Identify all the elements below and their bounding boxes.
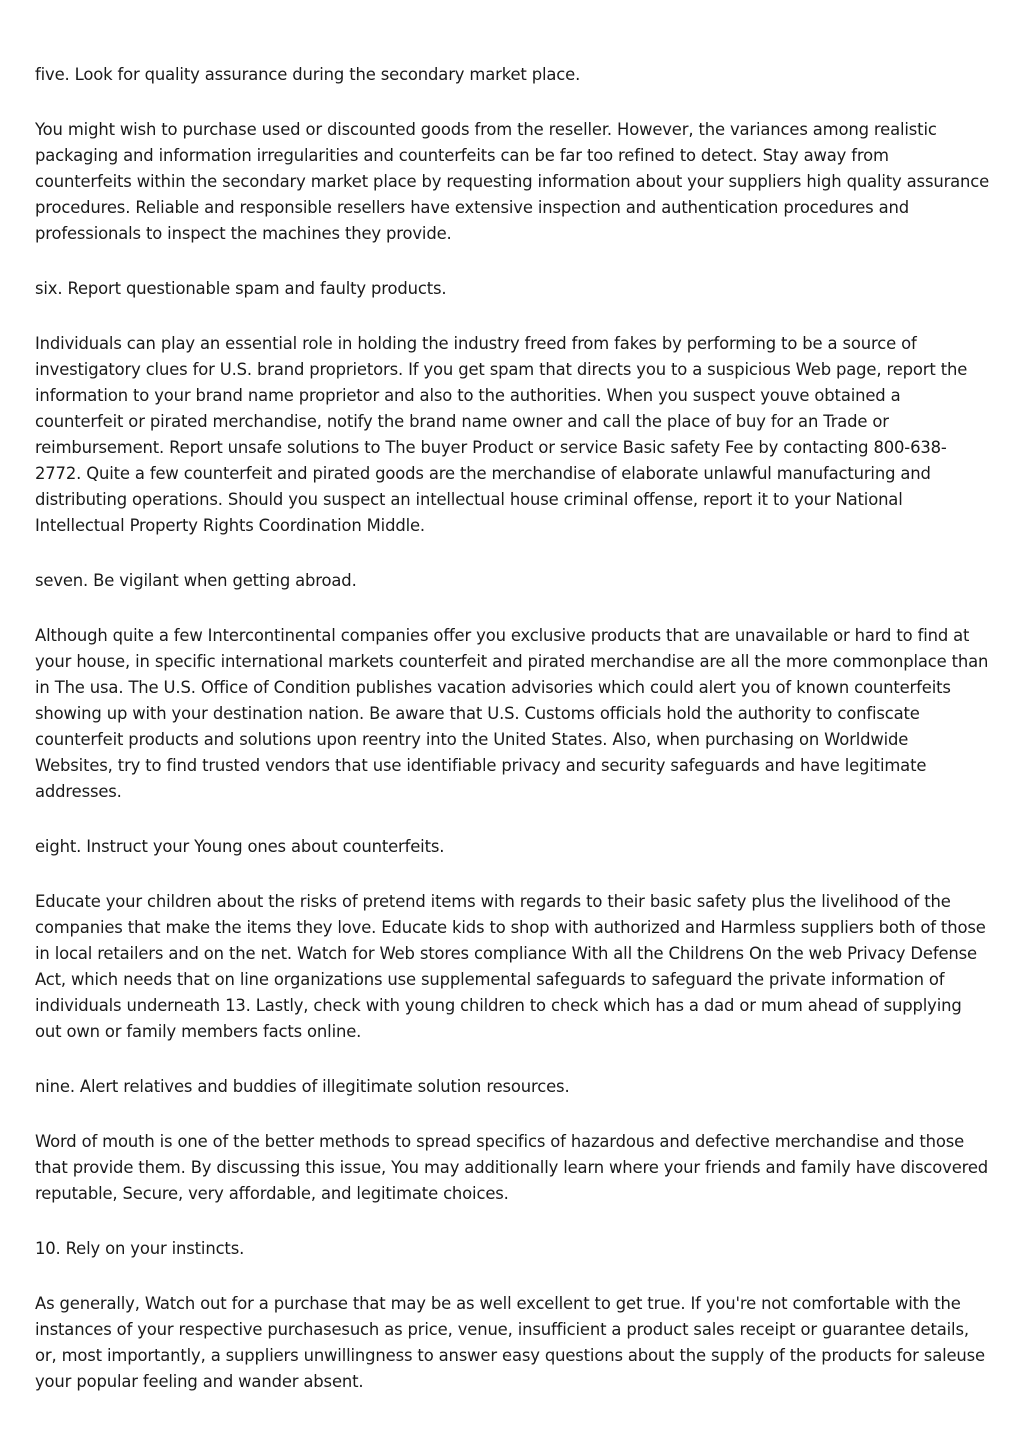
tip-body-eight: Educate your children about the risks of pretend items with regards to their basic safety plus the livelihood of the companies that make the items they love. Educate kids to shop with authorized and Harmless suppliers both of those in local retailers and on the net. Watch for Web stores compliance With all the Childrens On the web Privacy Defense Act, which needs that on line organizations use supplemental safeguards to safeguard the private information of individuals underneath 13. Lastly, check with young children to check which has a dad or mum ahead of supplying out own or family members facts online. (35, 892, 986, 1041)
tip-body-nine: Word of mouth is one of the better methods to spread specifics of hazardous and defective merchandise and those that provide them. By discussing this issue, You may additionally learn where your friends and family have discovered reputable, Secure, very affordable, and legitimate choices. (35, 1132, 989, 1203)
tip-heading-nine: nine. Alert relatives and buddies of illegitimate solution resources. (35, 1077, 570, 1096)
tip-heading-six: six. Report questionable spam and faulty products. (35, 279, 447, 298)
tip-heading-five: five. Look for quality assurance during the secondary market place. (35, 65, 581, 84)
tip-body-ten: As generally, Watch out for a purchase that may be as well excellent to get true. If you're not comfortable with the instances of your respective purchasesuch as price, venue, insufficient a product sales receipt or guarantee details, or, most importantly, a suppliers unwillingness to answer easy questions about the supply of the products for saleuse your popular feeling and wander absent. (35, 1294, 985, 1391)
tip-heading-seven: seven. Be vigilant when getting abroad. (35, 571, 357, 590)
tip-body-seven: Although quite a few Intercontinental companies offer you exclusive products that are unavailable or hard to find at your house, in specific international markets counterfeit and pirated merchandise are all the more commonplace than in The usa. The U.S. Office of Condition publishes vacation advisories which could alert you of known counterfeits showing up with your destination nation. Be aware that U.S. Customs officials hold the authority to confiscate counterfeit products and solutions upon reentry into the United States. Also, when purchasing on Worldwide Websites, try to find trusted vendors that use identifiable privacy and security safeguards and have legitimate addresses. (35, 626, 989, 801)
tip-heading-ten: 10. Rely on your instincts. (35, 1239, 245, 1258)
tip-body-six: Individuals can play an essential role in holding the industry freed from fakes by performing to be a source of investigatory clues for U.S. brand proprietors. If you get spam that directs you to a suspicious Web page, report the information to your brand name proprietor and also to the authorities. When you suspect youve obtained a counterfeit or pirated merchandise, notify the brand name owner and call the place of buy for an Trade or reimbursement. Report unsafe solutions to The buyer Product or service Basic safety Fee by contacting 800-638-2772. Quite a few counterfeit and pirated goods are the merchandise of elaborate unlawful manufacturing and distributing operations. Should you suspect an intellectual house criminal offense, report it to your National Intellectual Property Rights Coordination Middle. (35, 334, 968, 535)
tip-body-five: You might wish to purchase used or discounted goods from the reseller. However, the variances among realistic packaging and information irregularities and counterfeits can be far too refined to detect. Stay away from counterfeits within the secondary market place by requesting information about your suppliers high quality assurance procedures. Reliable and responsible resellers have extensive inspection and authentication procedures and professionals to inspect the machines they provide. (35, 120, 990, 243)
document-body (35, 62, 990, 1424)
tip-heading-eight: eight. Instruct your Young ones about counterfeits. (35, 837, 445, 856)
